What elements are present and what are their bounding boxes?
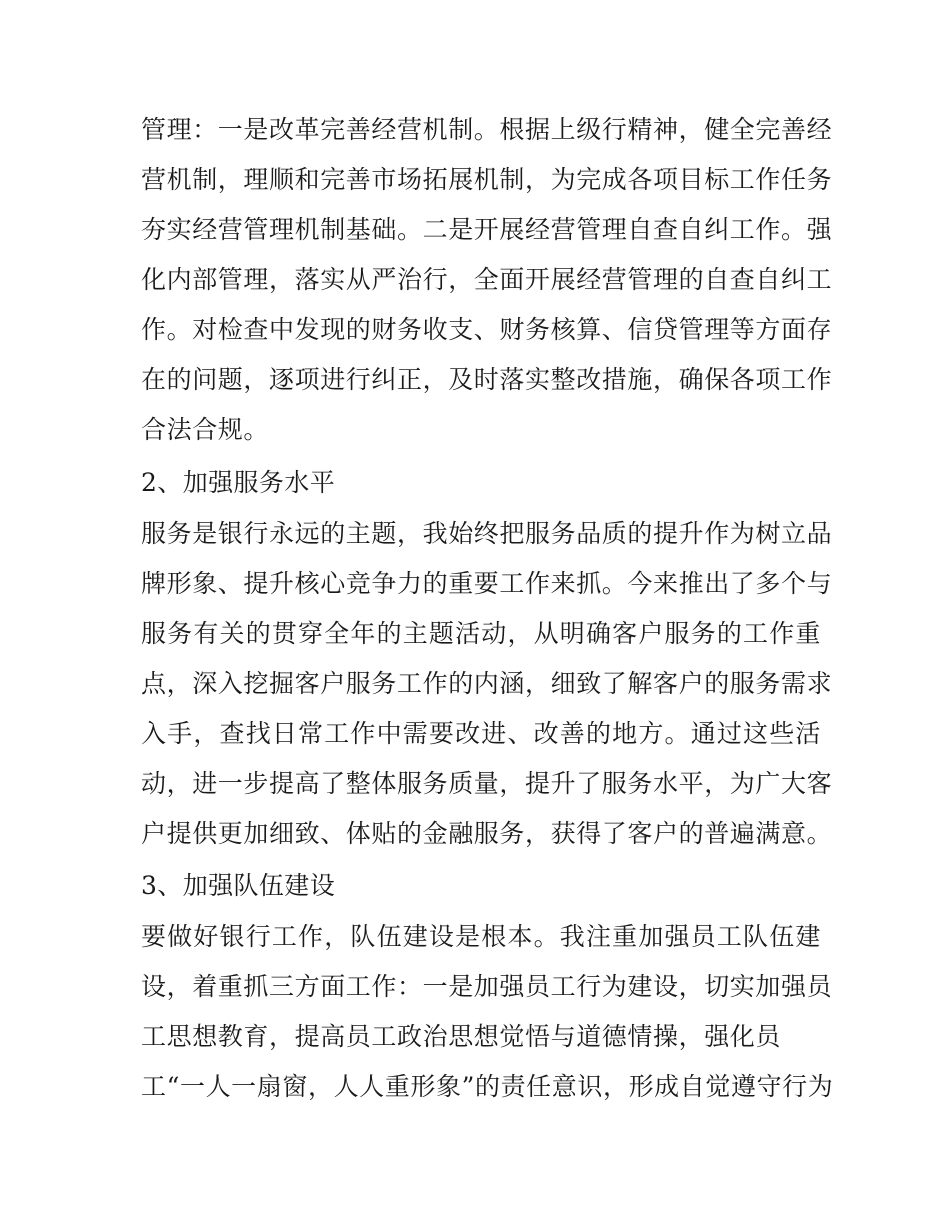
- paragraph-line: 作。对检查中发现的财务收支、财务核算、信贷管理等方面存: [141, 315, 833, 344]
- paragraph-line: 在的问题，逐项进行纠正，及时落实整改措施，确保各项工作: [141, 365, 833, 394]
- paragraph-line: 合法合规。: [141, 415, 270, 444]
- paragraph-line: 工“一人一扇窗，人人重形象”的责任意识，形成自觉遵守行为: [141, 1072, 834, 1101]
- paragraph-line: 设，着重抓三方面工作：一是加强员工行为建设，切实加强员: [141, 972, 833, 1001]
- paragraph-line: 夯实经营管理机制基础。二是开展经营管理自查自纠工作。强: [141, 215, 833, 244]
- paragraph-line: 要做好银行工作，队伍建设是根本。我注重加强员工队伍建: [141, 922, 821, 951]
- paragraph-line: 服务有关的贯穿全年的主题活动，从明确客户服务的工作重: [141, 619, 821, 648]
- paragraph-line: 动，进一步提高了整体服务质量，提升了服务水平，为广大客: [141, 769, 833, 798]
- paragraph-line: 服务是银行永远的主题，我始终把服务品质的提升作为树立品: [141, 519, 833, 548]
- paragraph-line: 入手，查找日常工作中需要改进、改善的地方。通过这些活: [141, 719, 821, 748]
- paragraph-line: 化内部管理，落实从严治行，全面开展经营管理的自查自纠工: [141, 265, 833, 294]
- paragraph-line: 户提供更加细致、体贴的金融服务，获得了客户的普遍满意。: [141, 819, 833, 848]
- paragraph-line: 管理：一是改革完善经营机制。根据上级行精神，健全完善经: [141, 115, 833, 144]
- paragraph-line: 工思想教育，提高员工政治思想觉悟与道德情操，强化员: [141, 1022, 782, 1051]
- paragraph-line: 营机制，理顺和完善市场拓展机制，为完成各项目标工作任务: [141, 165, 833, 194]
- section-heading: 3、加强队伍建设: [141, 871, 336, 900]
- section-heading: 2、加强服务水平: [141, 468, 336, 497]
- paragraph-line: 牌形象、提升核心竞争力的重要工作来抓。今来推出了多个与: [141, 569, 833, 598]
- paragraph-line: 点，深入挖掘客户服务工作的内涵，细致了解客户的服务需求: [141, 669, 833, 698]
